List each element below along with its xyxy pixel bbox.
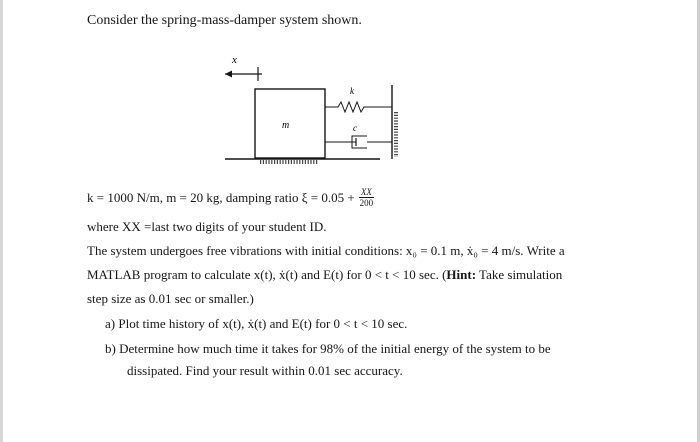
spring [325,86,392,112]
task-b: b) Determine how much time it takes for 98% of the initial energy of the system to be [105,341,551,356]
left-border [0,0,3,442]
initial-conditions-line: The system undergoes free vibrations with initial conditions: x₀ = 0.1 m, ẋ₀ = 4 m/s. Write a [87,243,565,258]
parameters-line [87,187,375,208]
damper [325,123,392,148]
matlab-text-end: Take simulation [476,267,563,282]
problem-title: Consider the spring-mass-damper system shown. [87,13,362,28]
displacement-arrow [225,54,262,81]
parameters-text: k = 1000 N/m, m = 20 kg, damping ratio ξ = 0.05 + [87,189,355,205]
fraction-numerator: XX [360,187,372,197]
step-size-line: step size as 0.01 sec or smaller.) [87,291,254,306]
damper-label: c [353,123,357,133]
mass-label: m [282,120,290,131]
task-b-continued: dissipated. Find your result within 0.01 sec accuracy. [127,363,403,378]
hint-label: Hint: [446,267,477,282]
displacement-label: x [232,54,237,66]
spring-mass-damper-diagram [220,52,420,167]
ground [225,159,380,162]
task-a: a) Plot time history of x(t), ẋ(t) and E(t) for 0 < t < 10 sec. [105,316,408,331]
mass-block [255,89,325,158]
matlab-line [87,267,562,283]
damping-fraction [358,187,376,208]
wall [392,85,396,159]
fraction-denominator: 200 [359,198,374,208]
spring-label: k [350,86,354,96]
matlab-text: MATLAB program to calculate x(t), ẋ(t) and E(t) for 0 < t < 10 sec. ( [87,267,447,282]
student-id-note: where XX =last two digits of your student ID. [87,219,327,234]
